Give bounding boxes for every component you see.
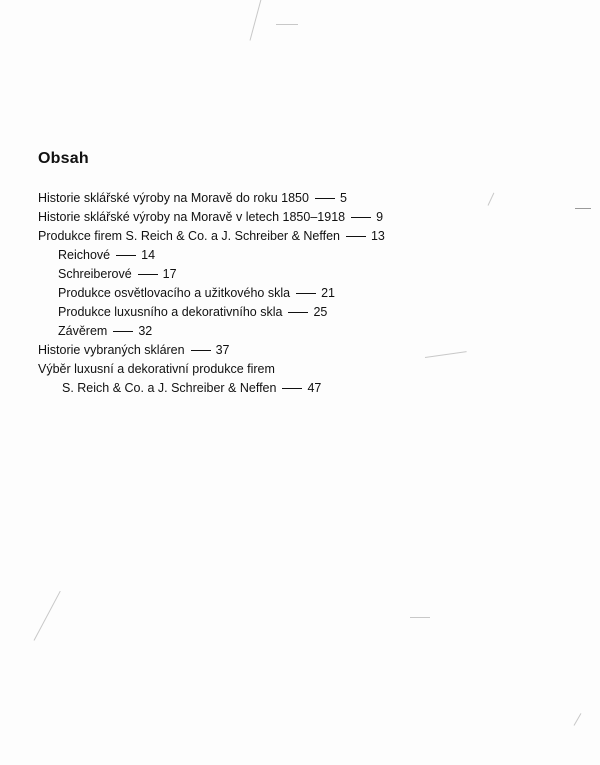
toc-heading: Obsah xyxy=(38,150,89,167)
toc-subentry xyxy=(38,284,385,303)
toc-entry-page: 9 xyxy=(376,210,384,224)
toc-entry-page: 37 xyxy=(215,343,230,357)
toc-entry-title: Produkce firem S. Reich & Co. a J. Schreiber & Neffen xyxy=(38,229,340,243)
toc-leader-line xyxy=(288,312,308,313)
toc-entry-title: Historie sklářské výroby na Moravě do roku 1850 xyxy=(38,191,309,205)
toc-entry-title: Produkce luxusního a dekorativního skla xyxy=(58,305,283,319)
toc-entry-title: Výběr luxusní a dekorativní produkce firem xyxy=(38,362,275,376)
toc-entry-page: 21 xyxy=(321,286,335,300)
toc-entry-title: Schreiberové xyxy=(58,267,132,281)
toc-entry-title: S. Reich & Co. a J. Schreiber & Neffen xyxy=(62,381,277,395)
toc-subentry xyxy=(38,303,385,322)
toc-subentry xyxy=(38,246,385,265)
scan-artifact xyxy=(276,24,298,25)
toc-entry-title: Historie sklářské výroby na Moravě v letech 1850–1918 xyxy=(38,210,346,224)
scan-artifact xyxy=(574,713,582,726)
toc-entry-page: 17 xyxy=(162,267,177,281)
toc-entry xyxy=(38,341,385,360)
scan-artifact xyxy=(575,208,591,209)
toc-entry-continuation xyxy=(38,379,385,398)
toc-entry-page: 14 xyxy=(141,248,156,262)
toc-entry xyxy=(38,360,385,379)
toc-entry-title: Reichové xyxy=(58,248,111,262)
toc-entry-title: Historie vybraných skláren xyxy=(38,343,185,357)
toc-entry xyxy=(38,208,385,227)
toc-entry-page: 47 xyxy=(307,381,322,395)
toc-entry-title: Závěrem xyxy=(58,324,108,338)
toc-entry-page: 13 xyxy=(370,229,385,243)
toc-leader-line xyxy=(282,388,302,389)
toc-leader-line xyxy=(351,217,371,218)
toc-entry-page: 25 xyxy=(313,305,328,319)
toc-subentry xyxy=(38,322,385,341)
toc-leader-line xyxy=(346,236,366,237)
toc-entry-title: Produkce osvětlovacího a užitkového skla xyxy=(58,286,291,300)
table-of-contents xyxy=(38,189,385,398)
toc-subentry xyxy=(38,265,385,284)
toc-entry-page: 32 xyxy=(138,324,153,338)
scan-artifact xyxy=(34,591,61,641)
scan-artifact xyxy=(250,0,266,41)
toc-leader-line xyxy=(113,331,133,332)
toc-entry xyxy=(38,189,385,208)
toc-leader-line xyxy=(296,293,316,294)
toc-entry xyxy=(38,227,385,246)
toc-leader-line xyxy=(191,350,211,351)
scan-artifact xyxy=(488,193,495,206)
toc-leader-line xyxy=(116,255,136,256)
scan-artifact xyxy=(410,617,430,618)
toc-entry-page: 5 xyxy=(339,191,347,205)
scan-artifact xyxy=(425,351,467,358)
toc-leader-line xyxy=(138,274,158,275)
toc-leader-line xyxy=(315,198,335,199)
